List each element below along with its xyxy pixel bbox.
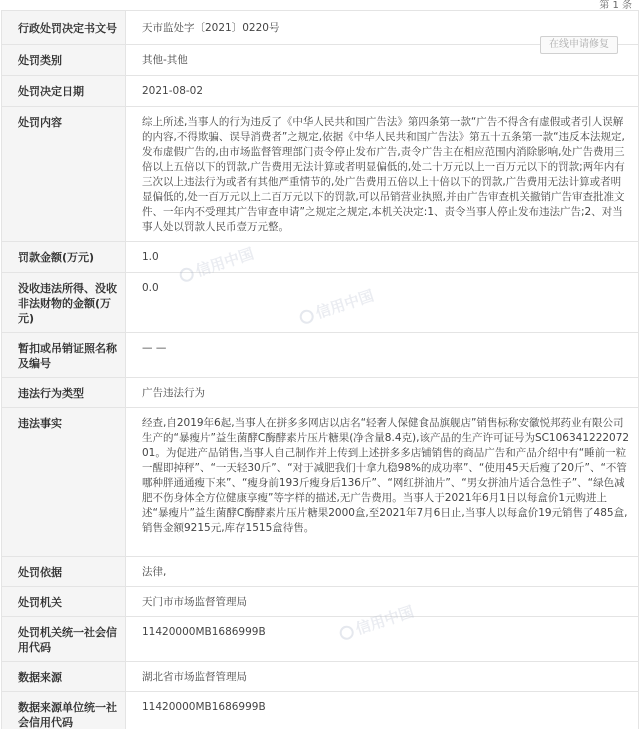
table-row	[2, 378, 639, 408]
row-value: — —	[126, 333, 639, 378]
row-label: 违法行为类型	[2, 378, 126, 408]
page-indicator: 第 1 条	[599, 0, 632, 11]
table-row	[2, 107, 639, 242]
row-label: 违法事实	[2, 408, 126, 557]
row-label: 处罚决定日期	[2, 76, 126, 107]
table-row	[2, 76, 639, 107]
table-row	[2, 662, 639, 692]
row-value: 法律,	[126, 557, 639, 587]
row-value: 2021-08-02	[126, 76, 639, 107]
row-value: 11420000MB1686999B	[126, 692, 639, 729]
row-value: 11420000MB1686999B	[126, 617, 639, 662]
row-value: 天市监处字〔2021〕0220号	[126, 11, 639, 45]
row-value: 综上所述,当事人的行为违反了《中华人民共和国广告法》第四条第一款“广告不得含有虚假或者引人误解的内容,不得欺骗、误导消费者”之规定,依据《中华人民共和国广告法》第五十五条第一款“违反本法规定,发布虚假广告的,由市场监督管理部门责令停止发布广告,责令广告主在相应范围内消除影响,处广告费用三倍以上五倍以下的罚款,广告费用无法计算或者明显偏低的,处二十万元以上一百万元以下的罚款;两年内有三次以上违法行为或者有其他严重情节的,处广告费用五倍以上十倍以下的罚款,广告费用无法计算或者明显偏低的,处一百万元以上二百万元以下的罚款,可以吊销营业执照,并由广告审查机关撤销广告审查批准文件、一年内不受理其广告审查申请”之规定之规定,本机关决定:1、责令当事人停止发布违法广告;2、对当事人处以罚款人民币壹万元整。	[126, 107, 639, 242]
top-bar	[0, 0, 640, 10]
table-row	[2, 617, 639, 662]
watermark-label: 信用中国	[353, 602, 417, 639]
table-row	[2, 692, 639, 729]
row-label: 处罚依据	[2, 557, 126, 587]
row-label: 处罚类别	[2, 45, 126, 76]
row-value: 0.0	[126, 273, 639, 333]
row-label: 数据来源单位统一社会信用代码	[2, 692, 126, 729]
watermark-label: 信用中国	[313, 286, 377, 323]
row-value: 天门市市场监督管理局	[126, 587, 639, 617]
penalty-record-table	[1, 10, 639, 729]
row-label: 处罚机关	[2, 587, 126, 617]
table-row	[2, 408, 639, 557]
table-row	[2, 587, 639, 617]
table-row	[2, 333, 639, 378]
row-value: 湖北省市场监督管理局	[126, 662, 639, 692]
online-repair-request-button[interactable]: 在线申请修复	[540, 36, 618, 54]
row-value: 其他-其他	[126, 45, 639, 76]
table-row	[2, 557, 639, 587]
row-value: 广告违法行为	[126, 378, 639, 408]
row-value: 经查,自2019年6起,当事人在拼多多网店以店名“轻奢人保健食品旗舰店”销售标称安徽悦邦药业有限公司生产的“暴瘦片”益生菌酵C酶酵素片压片糖果(净含量8.4克),该产品的生产许可证号为SC10634122207201。为促进产品销售,当事人自己制作并上传到上述拼多多店铺销售的商品广告和产品介绍中有“睡前一粒一醒即掉秤”、“一天轻30斤”、“对于减肥我们十拿九稳98%的成功率”、“使用45天后瘦了20斤”、“不管哪种胖通通瘦下来”、“瘦身前193斤瘦身后136斤”、“网红拼油片”、“男女拼油片适合急性子”、“绿色减肥不伤身体全方位健康享瘦”等字样的描述,无广告费用。当事人于2021年6月1日以每盒价1元购进上述“暴瘦片”益生菌酵C酶酵素片压片糖果2000盒,至2021年7月6日止,当事人以每盒价19元销售了485盒,销售金额9215元,库存1515盒待售。	[126, 408, 639, 557]
row-label: 暂扣或吊销证照名称及编号	[2, 333, 126, 378]
row-label: 数据来源	[2, 662, 126, 692]
watermark-label: 信用中国	[193, 244, 257, 281]
row-label: 处罚内容	[2, 107, 126, 242]
row-label: 罚款金额(万元)	[2, 242, 126, 273]
row-label: 行政处罚决定书文号	[2, 11, 126, 45]
row-label: 没收违法所得、没收非法财物的金额(万元)	[2, 273, 126, 333]
row-value: 1.0	[126, 242, 639, 273]
row-label: 处罚机关统一社会信用代码	[2, 617, 126, 662]
table-row	[2, 273, 639, 333]
table-row	[2, 242, 639, 273]
